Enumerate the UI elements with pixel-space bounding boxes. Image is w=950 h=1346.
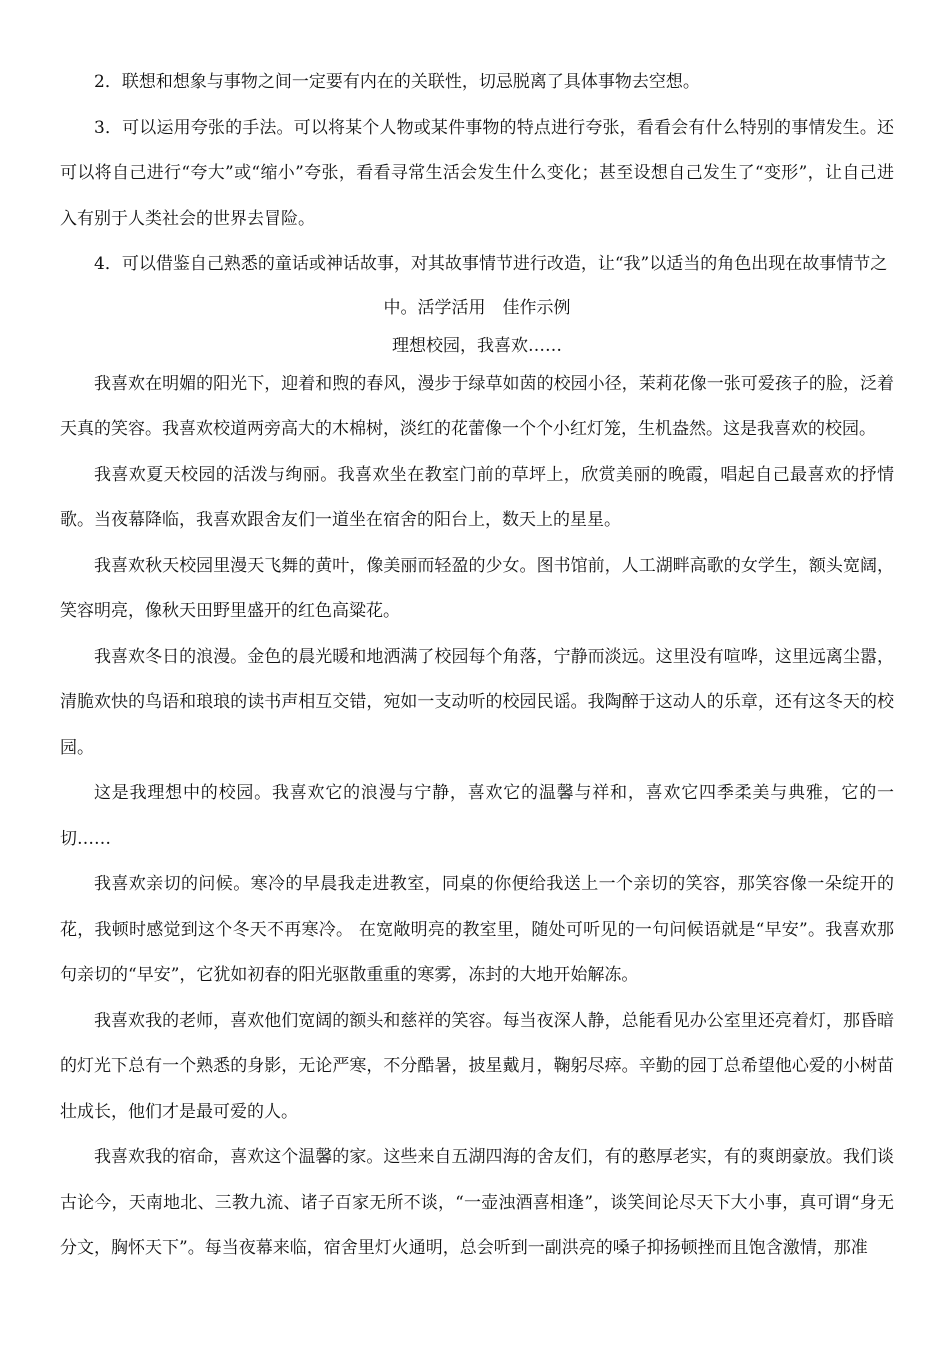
tip-4: 4．可以借鉴自己熟悉的童话或神话故事，对其故事情节进行改造，让“我”以适当的角色出现在故事情节之	[94, 254, 888, 274]
section-heading: 中。活学活用 佳作示例	[383, 297, 571, 318]
essay-paragraph: 这是我理想中的校园。我喜欢它的浪漫与宁静，喜欢它的温馨与祥和，喜欢它四季柔美与典雅，它的一切……	[60, 783, 894, 849]
tip-2: 2．联想和想象与事物之间一定要有内在的关联性，切忌脱离了具体事物去空想。	[94, 72, 700, 92]
essay-paragraph: 我喜欢秋天校园里漫天飞舞的黄叶，像美丽而轻盈的少女。图书馆前，人工湖畔高歌的女学生，额头宽阔，笑容明亮，像秋天田野里盛开的红色高粱花。	[60, 555, 894, 621]
essay-paragraph: 我喜欢在明媚的阳光下，迎着和煦的春风，漫步于绿草如茵的校园小径，茉莉花像一张可爱孩子的脸，泛着天真的笑容。我喜欢校道两旁高大的木棉树，淡红的花蕾像一个个小红灯笼，生机盎然。这是我喜欢的校园。	[60, 373, 894, 439]
document-page	[60, 60, 894, 1272]
essay-paragraph: 我喜欢亲切的问候。寒冷的早晨我走进教室，同桌的你便给我送上一个亲切的笑容，那笑容像一朵绽开的花，我顿时感觉到这个冬天不再寒冷。 在宽敞明亮的教室里，随处可听见的一句问候语就是“早安”。我喜欢那句亲切的“早安”，它犹如初春的阳光驱散重重的寒雾，冻封的大地开始解冻。	[60, 874, 894, 985]
essay-paragraph: 我喜欢冬日的浪漫。金色的晨光暖和地洒满了校园每个角落，宁静而淡远。这里没有喧哗，这里远离尘嚣，清脆欢快的鸟语和琅琅的读书声相互交错，宛如一支动听的校园民谣。我陶醉于这动人的乐章，还有这冬天的校园。	[60, 646, 894, 758]
essay-paragraph: 我喜欢我的老师，喜欢他们宽阔的额头和慈祥的笑容。每当夜深人静，总能看见办公室里还亮着灯，那昏暗的灯光下总有一个熟悉的身影，无论严寒，不分酷暑，披星戴月，鞠躬尽瘁。辛勤的园丁总希望他心爱的小树苗壮成长，他们才是最可爱的人。	[60, 1010, 894, 1122]
essay-paragraph: 我喜欢我的宿命，喜欢这个温馨的家。这些来自五湖四海的舍友们，有的憨厚老实，有的爽朗豪放。我们谈古论今，天南地北、三教九流、诸子百家无所不谈，“一壶浊酒喜相逢”，谈笑间论尽天下大小事，真可谓“身无分文，胸怀天下”。每当夜幕来临，宿舍里灯火通明，总会听到一副洪亮的嗓子抑扬顿挫而且饱含激情，那准	[60, 1147, 894, 1258]
essay-title: 理想校园，我喜欢……	[392, 335, 562, 356]
essay-paragraph: 我喜欢夏天校园的活泼与绚丽。我喜欢坐在教室门前的草坪上，欣赏美丽的晚霞，唱起自己最喜欢的抒情歌。当夜幕降临，我喜欢跟舍友们一道坐在宿舍的阳台上，数天上的星星。	[60, 464, 894, 530]
tip-3: 3．可以运用夸张的手法。可以将某个人物或某件事物的特点进行夸张，看看会有什么特别的事情发生。还可以将自己进行“夸大”或“缩小”夸张，看看寻常生活会发生什么变化；甚至设想自己发生了“变形”，让自己进入有别于人类社会的世界去冒险。	[60, 117, 894, 229]
